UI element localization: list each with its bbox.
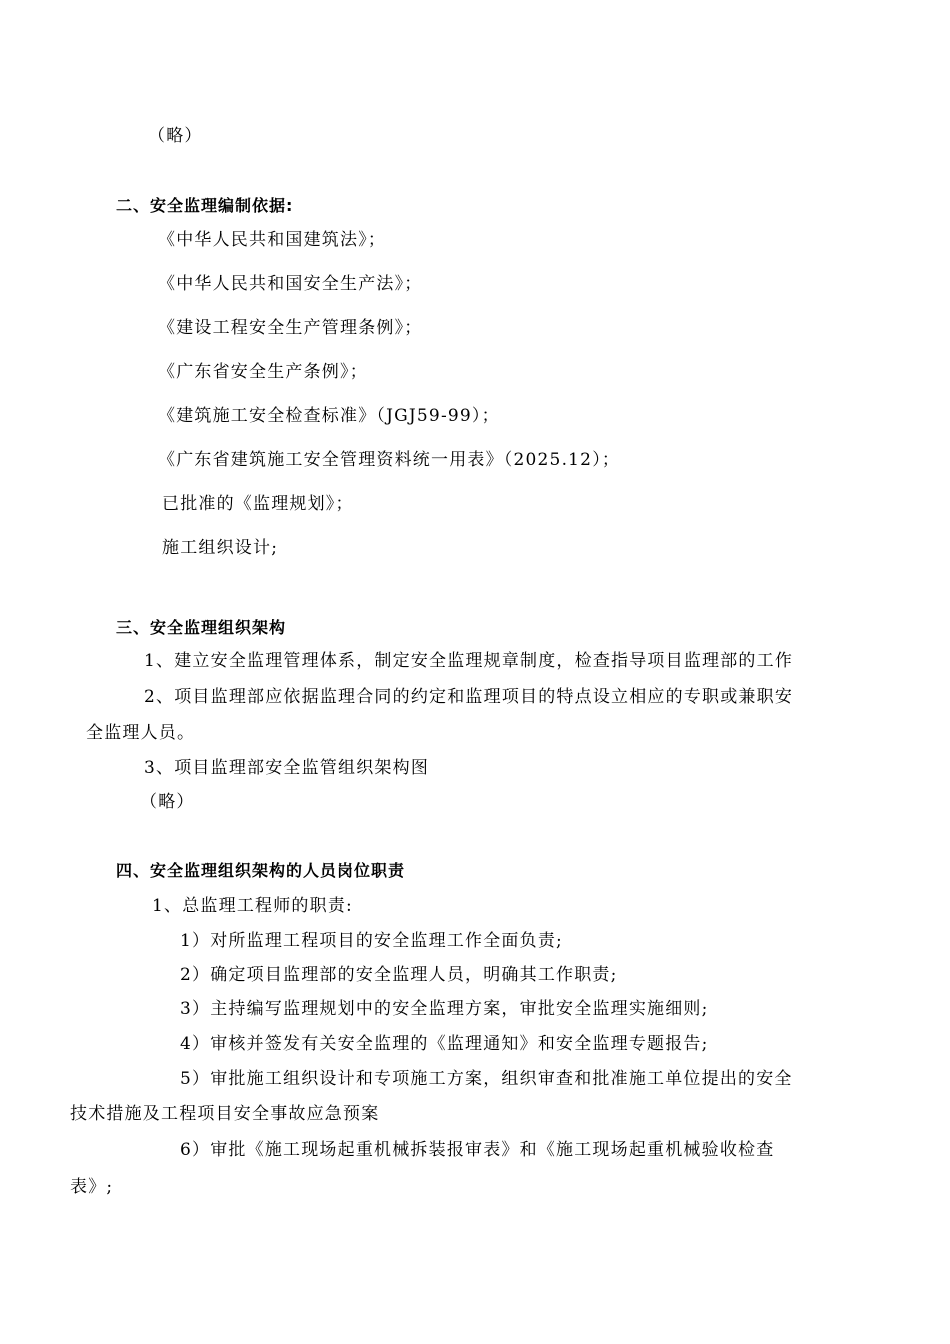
- basis-item: 《广东省安全生产条例》；: [158, 362, 368, 382]
- paragraph: 2、项目监理部应依据监理合同的约定和监理项目的特点设立相应的专职或兼职安: [144, 687, 794, 707]
- basis-item: 《建设工程安全生产管理条例》；: [158, 318, 423, 338]
- duty-item-continued: 表》;: [70, 1177, 114, 1197]
- basis-item: 《广东省建筑施工安全管理资料统一用表》（2025.12）；: [158, 450, 621, 470]
- basis-item: 施工组织设计;: [162, 538, 279, 558]
- duty-item: 5）审批施工组织设计和专项施工方案，组织审查和批准施工单位提出的安全: [180, 1069, 793, 1089]
- section-heading-duties: 四、安全监理组织架构的人员岗位职责: [116, 861, 406, 880]
- duty-item: 6）审批《施工现场起重机械拆装报审表》和《施工现场起重机械验收检查: [180, 1140, 775, 1160]
- omitted-note: （略）: [148, 126, 203, 146]
- section-heading-basis: 二、安全监理编制依据:: [116, 196, 294, 215]
- subheading: 1、总监理工程师的职责:: [152, 896, 353, 916]
- section-heading-organization: 三、安全监理组织架构: [116, 618, 287, 637]
- basis-item: 《中华人民共和国安全生产法》；: [158, 274, 423, 294]
- duty-item: 1）对所监理工程项目的安全监理工作全面负责;: [180, 931, 563, 951]
- paragraph: 3、项目监理部安全监管组织架构图: [144, 758, 430, 778]
- paragraph: 1、建立安全监理管理体系，制定安全监理规章制度，检查指导项目监理部的工作: [144, 651, 794, 671]
- basis-item: 已批准的《监理规划》；: [162, 494, 354, 514]
- duty-item: 2）确定项目监理部的安全监理人员，明确其工作职责;: [180, 965, 618, 985]
- duty-item: 4）审核并签发有关安全监理的《监理通知》和安全监理专题报告;: [180, 1034, 709, 1054]
- paragraph: 全监理人员。: [86, 723, 196, 743]
- basis-item: 《建筑施工安全检查标准》（JGJ59-99）；: [158, 406, 500, 426]
- basis-item: 《中华人民共和国建筑法》；: [158, 230, 387, 250]
- duty-item: 3）主持编写监理规划中的安全监理方案，审批安全监理实施细则;: [180, 999, 709, 1019]
- omitted-note: （略）: [140, 792, 195, 812]
- duty-item-continued: 技术措施及工程项目安全事故应急预案: [70, 1104, 380, 1124]
